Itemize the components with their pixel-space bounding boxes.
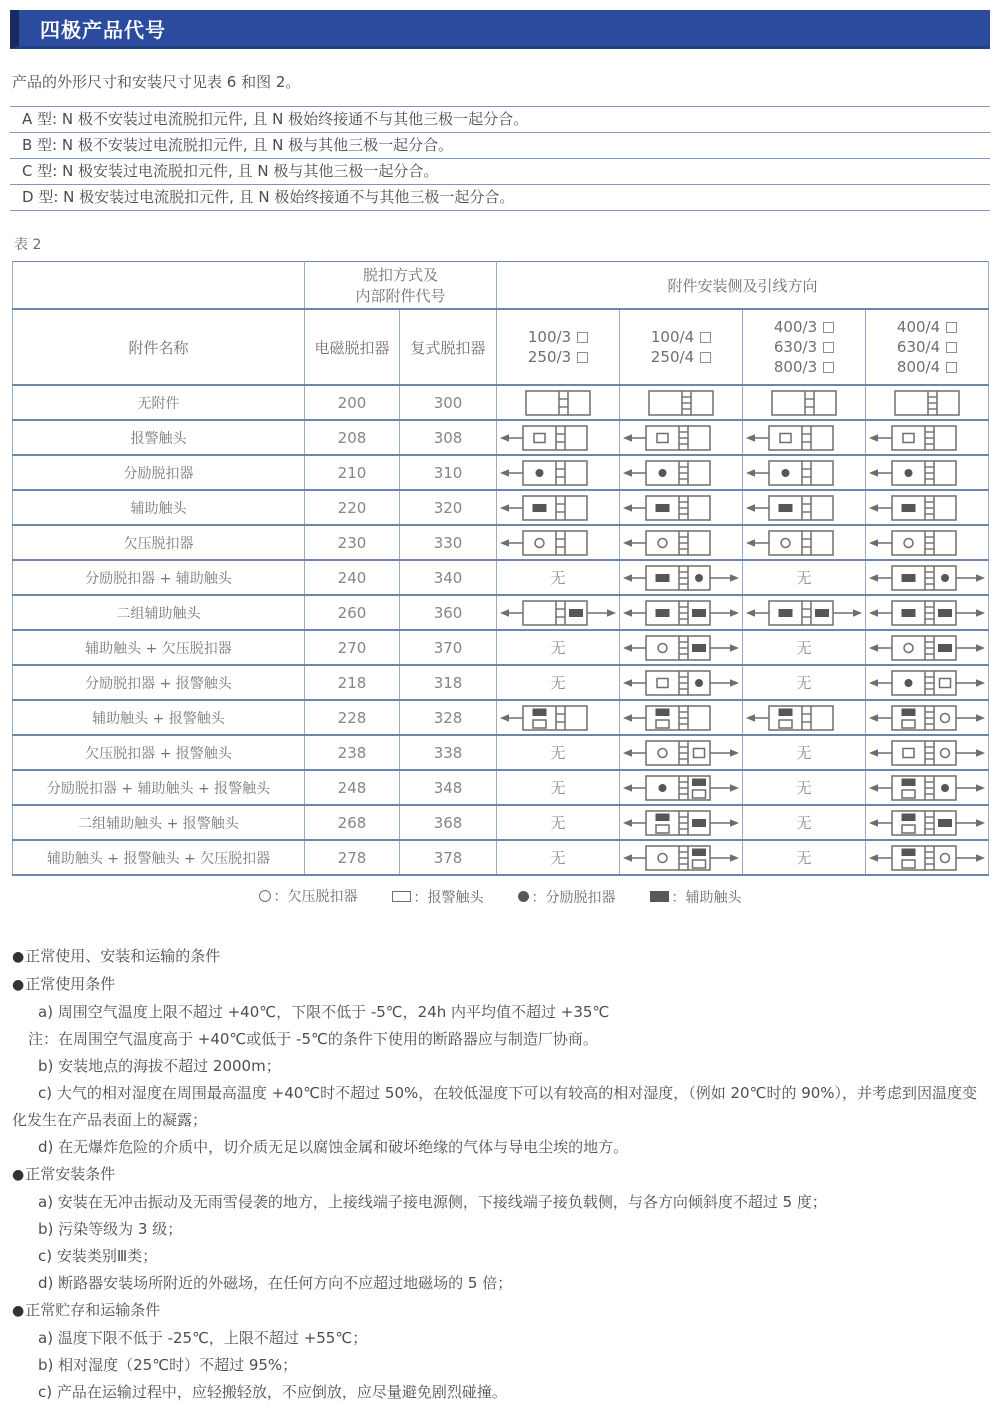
bullet-icon: ●: [12, 976, 25, 993]
accessory-position-diagram: [868, 632, 986, 664]
circ-symbol-icon: [259, 890, 271, 902]
note-item: b) 相对湿度（25℃时）不超过 95%；: [38, 1355, 298, 1374]
note-item: d) 断路器安装场所附近的外磁场，在任何方向不应超过地磁场的 5 倍；: [38, 1273, 513, 1292]
table-row: [13, 560, 989, 595]
accessory-name-cell: 分励脱扣器 + 辅助触头 + 报警触头: [13, 770, 305, 805]
compound-release-code-cell: 330: [400, 525, 497, 560]
accessory-position-diagram: [868, 562, 986, 594]
accessory-position-diagram: [745, 702, 863, 734]
note-item: d) 在无爆炸危险的介质中，切介质无足以腐蚀金属和破坏绝缘的气体与导电尘埃的地方。: [38, 1137, 629, 1156]
compound-release-code-cell: 360: [400, 595, 497, 630]
table-row: [13, 420, 989, 455]
symbol-legend: [12, 886, 988, 907]
magnetic-release-code-cell: 218: [305, 665, 400, 700]
table-row: [13, 700, 989, 735]
note-item: 注：在周围空气温度高于 +40℃或低于 -5℃的条件下使用的断路器应与制造厂协商。: [28, 1029, 598, 1048]
accessory-name-cell: 无附件: [13, 385, 305, 420]
frame-size-option: [866, 357, 988, 377]
diagram-cell: [866, 455, 989, 490]
table-row: [13, 630, 989, 665]
diagram-cell: [743, 560, 866, 595]
accessory-name-cell: 欠压脱扣器 + 报警触头: [13, 735, 305, 770]
accessory-position-diagram: [499, 387, 617, 419]
note-section-title-text: 正常贮存和运输条件: [25, 1300, 161, 1319]
col-header-compound-release: 复式脱扣器: [400, 309, 497, 385]
frame-size-label: 800/4: [896, 358, 941, 376]
diagram-cell: [497, 455, 620, 490]
accessory-name-cell: 二组辅助触头 + 报警触头: [13, 805, 305, 840]
note-item: b) 污染等级为 3 级；: [38, 1219, 183, 1238]
diagram-cell: [620, 700, 743, 735]
bullet-icon: ●: [12, 1166, 25, 1183]
note-section-title: [12, 943, 988, 971]
diagram-cell: [620, 525, 743, 560]
diagram-cell: [497, 490, 620, 525]
accessory-position-diagram: [622, 842, 740, 874]
checkbox-square-icon[interactable]: [823, 322, 834, 333]
diagram-cell: [866, 595, 989, 630]
checkbox-square-icon[interactable]: [823, 362, 834, 373]
diagram-cell: [743, 630, 866, 665]
compound-release-code-cell: 348: [400, 770, 497, 805]
frame-size-option: [866, 337, 988, 357]
diagram-cell: [620, 420, 743, 455]
type-definition-row: A 型: N 极不安装过电流脱扣元件, 且 N 极始终接通不与其他三极一起分合。: [10, 107, 990, 133]
frame-size-label: 630/4: [896, 338, 941, 356]
diagram-cell: [743, 385, 866, 420]
none-label: 无: [550, 814, 566, 832]
magnetic-release-code-cell: 210: [305, 455, 400, 490]
frame-size-option: [743, 337, 865, 357]
diagram-cell: [620, 560, 743, 595]
checkbox-square-icon[interactable]: [946, 362, 957, 373]
accessory-position-diagram: [745, 597, 863, 629]
note-item: a) 周围空气温度上限不超过 +40℃，下限不低于 -5℃，24h 内平均值不超过 +35℃: [38, 1002, 610, 1021]
accessory-position-diagram: [868, 387, 986, 419]
accessory-position-diagram: [622, 387, 740, 419]
accessory-position-diagram: [622, 527, 740, 559]
none-label: 无: [550, 744, 566, 762]
accessory-position-diagram: [868, 422, 986, 454]
compound-release-code-cell: 320: [400, 490, 497, 525]
trip-mode-group-header: [305, 262, 497, 310]
empty-header-cell: [13, 262, 305, 310]
none-label: 无: [550, 849, 566, 867]
accessory-position-diagram: [868, 597, 986, 629]
legend-item: [259, 886, 358, 906]
frame-size-label: 400/3: [773, 318, 818, 336]
diagram-cell: [866, 805, 989, 840]
none-label: 无: [550, 639, 566, 657]
diagram-cell: [743, 595, 866, 630]
table-row: [13, 385, 989, 420]
magnetic-release-code-cell: 268: [305, 805, 400, 840]
diagram-cell: [497, 560, 620, 595]
note-item: c) 安装类别Ⅲ类；: [38, 1246, 158, 1265]
frame-size-option: [620, 327, 742, 347]
accessory-position-diagram: [622, 597, 740, 629]
header-row-groups: [13, 262, 989, 310]
note-item: c) 产品在运输过程中，应轻搬轻放，不应倒放，应尽量避免剧烈碰撞。: [38, 1382, 507, 1401]
accessory-position-diagram: [868, 772, 986, 804]
compound-release-code-cell: 338: [400, 735, 497, 770]
accessory-position-diagram: [868, 527, 986, 559]
col-header-magnetic-release: 电磁脱扣器: [305, 309, 400, 385]
accessory-position-diagram: [622, 562, 740, 594]
frame-size-option: [866, 317, 988, 337]
none-label: 无: [550, 674, 566, 692]
accessory-name-cell: 二组辅助触头: [13, 595, 305, 630]
accessory-position-diagram: [868, 737, 986, 769]
diagram-cell: [620, 630, 743, 665]
note-section-title: [12, 971, 988, 999]
legend-item: [518, 887, 616, 907]
accessory-position-diagram: [868, 842, 986, 874]
frame-size-label: 400/4: [896, 318, 941, 336]
diagram-cell: [497, 840, 620, 875]
osq-symbol-icon: [392, 891, 411, 902]
col-header-frame-sizes: [743, 309, 866, 385]
diagram-cell: [743, 490, 866, 525]
diagram-cell: [743, 840, 866, 875]
compound-release-code-cell: 370: [400, 630, 497, 665]
note-item: a) 温度下限不低于 -25℃，上限不超过 +55℃；: [38, 1328, 368, 1347]
magnetic-release-code-cell: 228: [305, 700, 400, 735]
note-item: b) 安装地点的海拔不超过 2000m；: [38, 1056, 281, 1075]
diagram-cell: [866, 770, 989, 805]
accessory-position-diagram: [499, 597, 617, 629]
none-label: 无: [550, 779, 566, 797]
magnetic-release-code-cell: 200: [305, 385, 400, 420]
accessory-name-cell: 欠压脱扣器: [13, 525, 305, 560]
legend-item: [650, 887, 742, 907]
accessory-position-diagram: [868, 702, 986, 734]
none-label: 无: [796, 779, 812, 797]
accessory-position-diagram: [622, 422, 740, 454]
accessory-position-diagram: [622, 737, 740, 769]
none-label: 无: [796, 744, 812, 762]
note-section-title: [12, 1297, 988, 1325]
diagram-cell: [866, 525, 989, 560]
diagram-cell: [866, 385, 989, 420]
accessory-position-diagram: [499, 702, 617, 734]
frame-size-label: 100/4: [650, 328, 695, 346]
accessory-position-diagram: [868, 807, 986, 839]
none-label: 无: [796, 639, 812, 657]
table-row: [13, 455, 989, 490]
diagram-cell: [497, 420, 620, 455]
table-row: [13, 735, 989, 770]
bullet-icon: ●: [12, 948, 25, 965]
magnetic-release-code-cell: 270: [305, 630, 400, 665]
diagram-cell: [620, 735, 743, 770]
accessory-position-diagram: [622, 807, 740, 839]
note-item: a) 安装在无冲击振动及无雨雪侵袭的地方，上接线端子接电源侧，下接线端子接负载侧，与各方向倾斜度不超过 5 度；: [38, 1192, 827, 1211]
accessory-position-diagram: [868, 492, 986, 524]
checkbox-square-icon[interactable]: [823, 342, 834, 353]
accessory-position-diagram: [622, 702, 740, 734]
header-row-columns: [13, 309, 989, 385]
col-header-frame-sizes: [497, 309, 620, 385]
diagram-cell: [743, 420, 866, 455]
page: [0, 10, 1000, 1406]
diagram-cell: [497, 770, 620, 805]
magnetic-release-code-cell: 278: [305, 840, 400, 875]
accessory-position-diagram: [622, 632, 740, 664]
checkbox-square-icon[interactable]: [700, 332, 711, 343]
none-label: 无: [796, 849, 812, 867]
compound-release-code-cell: 308: [400, 420, 497, 455]
magnetic-release-code-cell: 248: [305, 770, 400, 805]
accessory-position-diagram: [745, 492, 863, 524]
accessory-position-diagram: [745, 387, 863, 419]
diagram-cell: [497, 595, 620, 630]
none-label: 无: [550, 569, 566, 587]
diagram-cell: [620, 770, 743, 805]
diagram-cell: [620, 595, 743, 630]
checkbox-square-icon[interactable]: [577, 352, 588, 363]
intro-text: 产品的外形尺寸和安装尺寸见表 6 和图 2。: [12, 73, 301, 91]
accessory-code-table: [12, 261, 989, 876]
table-row: [13, 840, 989, 875]
diagram-cell: [497, 385, 620, 420]
magnetic-release-code-cell: 230: [305, 525, 400, 560]
table-label: 表 2: [14, 237, 42, 253]
diagram-cell: [743, 735, 866, 770]
mount-side-group-header: 附件安装侧及引线方向: [497, 262, 989, 310]
table-row: [13, 805, 989, 840]
legend-label: ：分励脱扣器: [531, 889, 616, 906]
table-row: [13, 770, 989, 805]
diagram-cell: [866, 665, 989, 700]
note-section-title-text: 正常使用、安装和运输的条件: [25, 946, 221, 965]
compound-release-code-cell: 318: [400, 665, 497, 700]
type-definition-row: D 型: N 极安装过电流脱扣元件, 且 N 极始终接通不与其他三极一起分合。: [10, 185, 990, 211]
checkbox-square-icon[interactable]: [700, 352, 711, 363]
frame-size-option: [497, 327, 619, 347]
col-header-frame-sizes: [620, 309, 743, 385]
trip-mode-line2: 内部附件代号: [355, 287, 446, 305]
diagram-cell: [866, 560, 989, 595]
legend-item: [392, 887, 484, 907]
accessory-position-diagram: [499, 422, 617, 454]
accessory-name-cell: 分励脱扣器: [13, 455, 305, 490]
frame-size-option: [743, 357, 865, 377]
none-label: 无: [796, 569, 812, 587]
diagram-cell: [497, 665, 620, 700]
legend-label: ：报警触头: [413, 889, 484, 906]
section-header-bar: [10, 10, 990, 49]
diagram-cell: [743, 525, 866, 560]
accessory-name-cell: 辅助触头 + 报警触头 + 欠压脱扣器: [13, 840, 305, 875]
conditions-notes: [12, 943, 988, 1406]
diagram-cell: [866, 630, 989, 665]
none-label: 无: [796, 814, 812, 832]
diagram-cell: [497, 700, 620, 735]
checkbox-square-icon[interactable]: [946, 342, 957, 353]
diagram-cell: [620, 840, 743, 875]
diagram-cell: [497, 630, 620, 665]
accessory-position-diagram: [499, 457, 617, 489]
note-item: c) 大气的相对湿度在周围最高温度 +40℃时不超过 50%，在较低湿度下可以有较高的相对湿度，（例如 20℃时的 90%），并考虑到因温度变化发生在产品表面上的凝露；: [12, 1083, 978, 1129]
frame-size-label: 100/3: [527, 328, 572, 346]
frame-size-option: [743, 317, 865, 337]
type-definition-list: [10, 106, 990, 211]
diagram-cell: [620, 385, 743, 420]
accessory-name-cell: 辅助触头: [13, 490, 305, 525]
compound-release-code-cell: 328: [400, 700, 497, 735]
bullet-icon: ●: [12, 1302, 25, 1319]
page-title: 四极产品代号: [40, 17, 166, 42]
checkbox-square-icon[interactable]: [577, 332, 588, 343]
diagram-cell: [497, 805, 620, 840]
frame-size-label: 250/4: [650, 348, 695, 366]
accessory-position-diagram: [745, 527, 863, 559]
accessory-position-diagram: [622, 492, 740, 524]
frame-size-label: 250/3: [527, 348, 572, 366]
accessory-position-diagram: [868, 457, 986, 489]
type-definition-row: C 型: N 极安装过电流脱扣元件, 且 N 极与其他三极一起分合。: [10, 159, 990, 185]
note-section-title-text: 正常使用条件: [25, 974, 116, 993]
diagram-cell: [743, 700, 866, 735]
diagram-cell: [497, 735, 620, 770]
magnetic-release-code-cell: 208: [305, 420, 400, 455]
diagram-cell: [866, 420, 989, 455]
compound-release-code-cell: 340: [400, 560, 497, 595]
table-row: [13, 665, 989, 700]
type-definition-row: B 型: N 极不安装过电流脱扣元件, 且 N 极与其他三极一起分合。: [10, 133, 990, 159]
dot-symbol-icon: [518, 891, 529, 902]
accessory-position-diagram: [745, 457, 863, 489]
table-row: [13, 525, 989, 560]
accessory-position-diagram: [622, 772, 740, 804]
magnetic-release-code-cell: 220: [305, 490, 400, 525]
frame-size-option: [620, 347, 742, 367]
frame-size-option: [497, 347, 619, 367]
frame-size-label: 800/3: [773, 358, 818, 376]
compound-release-code-cell: 368: [400, 805, 497, 840]
checkbox-square-icon[interactable]: [946, 322, 957, 333]
accessory-position-diagram: [499, 492, 617, 524]
trip-mode-line1: 脱扣方式及: [363, 266, 439, 284]
diagram-cell: [620, 455, 743, 490]
diagram-cell: [743, 805, 866, 840]
table-row: [13, 595, 989, 630]
accessory-position-diagram: [745, 422, 863, 454]
none-label: 无: [796, 674, 812, 692]
accessory-name-cell: 分励脱扣器 + 辅助触头: [13, 560, 305, 595]
accessory-name-cell: 辅助触头 + 报警触头: [13, 700, 305, 735]
accessory-position-diagram: [622, 457, 740, 489]
magnetic-release-code-cell: 260: [305, 595, 400, 630]
legend-label: ：辅助触头: [671, 889, 742, 906]
compound-release-code-cell: 378: [400, 840, 497, 875]
diagram-cell: [743, 455, 866, 490]
magnetic-release-code-cell: 240: [305, 560, 400, 595]
diagram-cell: [497, 525, 620, 560]
accessory-position-diagram: [622, 667, 740, 699]
accessory-name-cell: 报警触头: [13, 420, 305, 455]
diagram-cell: [620, 805, 743, 840]
accessory-name-cell: 分励脱扣器 + 报警触头: [13, 665, 305, 700]
table-row: [13, 490, 989, 525]
fsq-symbol-icon: [650, 891, 669, 902]
accessory-position-diagram: [499, 527, 617, 559]
diagram-cell: [743, 770, 866, 805]
accessory-position-diagram: [868, 667, 986, 699]
col-header-accessory-name: 附件名称: [13, 309, 305, 385]
diagram-cell: [866, 735, 989, 770]
diagram-cell: [866, 700, 989, 735]
compound-release-code-cell: 310: [400, 455, 497, 490]
legend-label: ：欠压脱扣器: [273, 889, 358, 905]
diagram-cell: [620, 665, 743, 700]
col-header-frame-sizes: [866, 309, 989, 385]
accessory-name-cell: 辅助触头 + 欠压脱扣器: [13, 630, 305, 665]
frame-size-label: 630/3: [773, 338, 818, 356]
diagram-cell: [743, 665, 866, 700]
magnetic-release-code-cell: 238: [305, 735, 400, 770]
diagram-cell: [866, 490, 989, 525]
note-section-title: [12, 1161, 988, 1189]
note-section-title-text: 正常安装条件: [25, 1164, 116, 1183]
compound-release-code-cell: 300: [400, 385, 497, 420]
diagram-cell: [620, 490, 743, 525]
diagram-cell: [866, 840, 989, 875]
